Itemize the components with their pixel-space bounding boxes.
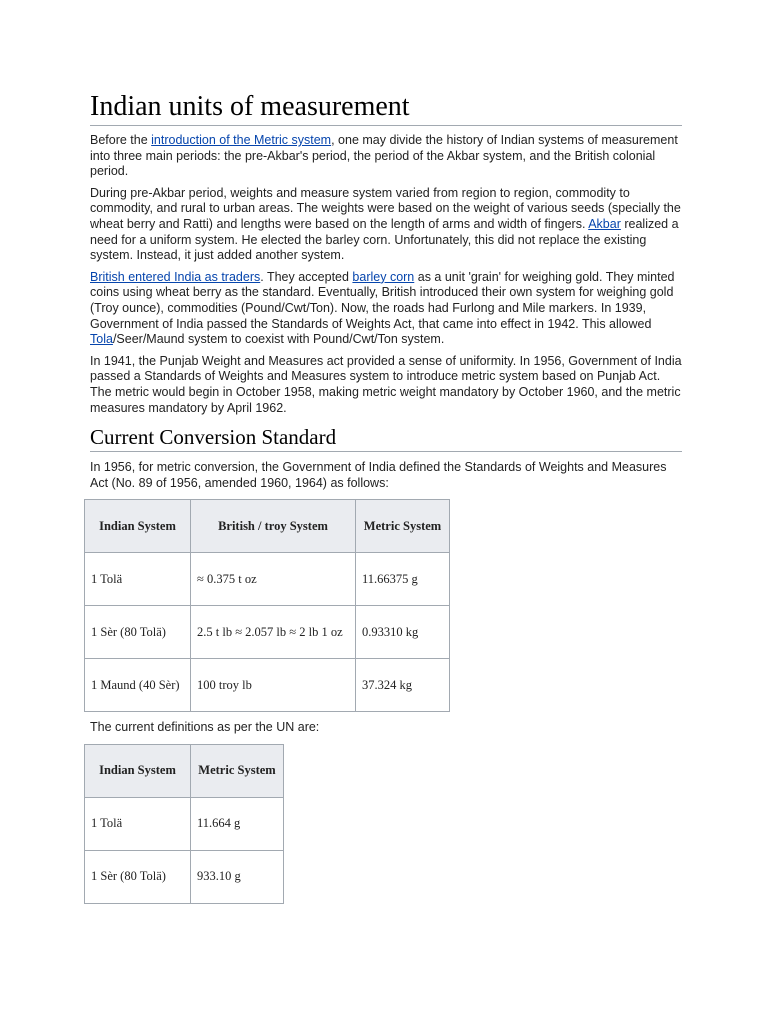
table-cell: 1 Maund (40 Sèr) bbox=[85, 659, 191, 712]
table-cell: 1 Tolä bbox=[85, 797, 191, 850]
akbar-link[interactable]: Akbar bbox=[588, 216, 621, 231]
column-header-british: British / troy System bbox=[191, 500, 356, 553]
section-heading-conversion: Current Conversion Standard bbox=[90, 424, 682, 452]
un-definitions-table bbox=[84, 744, 284, 904]
table-cell: 100 troy lb bbox=[191, 659, 356, 712]
conversion-intro-paragraph: In 1956, for metric conversion, the Government of India defined the Standards of Weights and Measures Act (No. 89 of 1956, amended 1960, 1964) as follows: bbox=[90, 460, 667, 490]
pre-akbar-paragraph bbox=[90, 186, 682, 264]
column-header-indian: Indian System bbox=[85, 744, 191, 797]
british-traders-link[interactable]: British entered India as traders bbox=[90, 269, 261, 284]
metric-system-link[interactable]: introduction of the Metric system bbox=[151, 133, 332, 147]
table-row bbox=[85, 659, 450, 712]
un-definitions-paragraph: The current definitions as per the UN are: bbox=[90, 720, 320, 735]
table-row bbox=[85, 553, 450, 606]
table-cell: 1 Sèr (80 Tolä) bbox=[85, 850, 191, 903]
british-text-1: . They accepted bbox=[260, 269, 353, 284]
page-title: Indian units of measurement bbox=[90, 90, 682, 126]
tola-link[interactable]: Tola bbox=[90, 332, 113, 347]
table-row bbox=[85, 606, 450, 659]
column-header-metric: Metric System bbox=[191, 744, 284, 797]
pre-akbar-text-after: realized a need for a uniform system. He elected the barley corn. Unfortunately, this did not replace the existing system. Instead, it just added another system. bbox=[90, 216, 679, 263]
article-content bbox=[90, 90, 682, 912]
intro-text-before: Before the bbox=[90, 133, 152, 147]
british-text-2: as a unit 'grain' for weighing gold. They minted coins using wheat berry as the standard. Eventually, British introduced their own system for weighing gold (Troy ounce), commodities (Pound/Cwt/Ton). Now, the roads had Furlong and Mile markers. In 1939, Government of India passed the Standards of Weights Act, that came into effect in 1942. This allowed bbox=[90, 269, 675, 331]
table-cell: 1 Tolä bbox=[85, 553, 191, 606]
table-row bbox=[85, 797, 284, 850]
intro-paragraph bbox=[90, 133, 682, 180]
table-cell: 11.66375 g bbox=[356, 553, 450, 606]
table-cell: 11.664 g bbox=[191, 797, 284, 850]
table-cell: 1 Sèr (80 Tolä) bbox=[85, 606, 191, 659]
british-paragraph bbox=[90, 270, 682, 348]
pre-akbar-text-before: During pre-Akbar period, weights and measure system varied from region to region, commodity to commodity, and rural to urban areas. The weights were based on the weight of various seeds (specially the wheat berry and Ratti) and lengths were based on the length of arms and width of fingers. bbox=[90, 185, 681, 231]
table-cell: 2.5 t lb ≈ 2.057 lb ≈ 2 lb 1 oz bbox=[191, 606, 356, 659]
table-row bbox=[85, 850, 284, 903]
conversion-table-1956 bbox=[84, 499, 450, 712]
barley-corn-link[interactable]: barley corn bbox=[352, 269, 415, 284]
intro-text-after: , one may divide the history of Indian systems of measurement into three main periods: the pre-Akbar's period, the period of the Akbar system, and the British colonial period. bbox=[90, 133, 678, 179]
table-cell: 37.324 kg bbox=[356, 659, 450, 712]
table-cell: 0.93310 kg bbox=[356, 606, 450, 659]
table-header-row bbox=[85, 500, 450, 553]
column-header-indian: Indian System bbox=[85, 500, 191, 553]
table-header-row bbox=[85, 744, 284, 797]
column-header-metric: Metric System bbox=[356, 500, 450, 553]
table-cell: ≈ 0.375 t oz bbox=[191, 553, 356, 606]
british-text-3: /Seer/Maund system to coexist with Pound/Cwt/Ton system. bbox=[112, 332, 445, 347]
table-cell: 933.10 g bbox=[191, 850, 284, 903]
punjab-paragraph: In 1941, the Punjab Weight and Measures act provided a sense of uniformity. In 1956, Government of India passed a Standards of Weights and Measures system to introduce metric system based on Punjab Act. The metric would begin in October 1958, making metric weight mandatory by October 1960, and the metric measures mandatory by April 1962. bbox=[90, 353, 682, 415]
